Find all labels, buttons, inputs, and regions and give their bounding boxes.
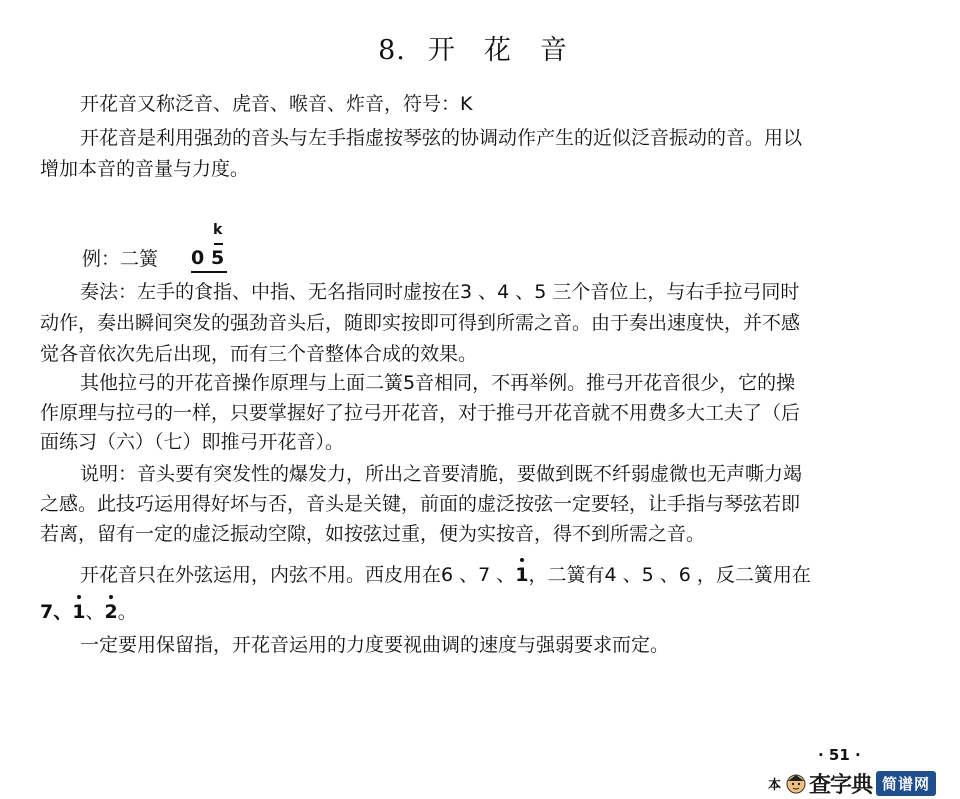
watermark-prefix: 本: [768, 777, 782, 793]
example-notation: [191, 222, 251, 274]
title-char: 开: [427, 35, 456, 66]
body-line: 动作，奏出瞬间突发的强劲音头后，随即实按即可得到所需之音。由于奏出速度快，并不感: [40, 312, 801, 334]
body-line: 觉各音依次先后出现，而有三个音整体合成的效果。: [40, 343, 478, 365]
body-line: 说明：音头要有突发性的爆发力，所出之音要清脆，要做到既不纤弱虚微也无声嘶力竭: [80, 463, 803, 485]
watermark-brand: 查字典: [809, 772, 873, 798]
body-line: 作原理与拉弓的一样，只要掌握好了拉弓开花音，对于推弓开花音就不用费多大工夫了（后: [40, 402, 801, 424]
high-octave-note: 1: [72, 598, 85, 626]
page-number: · 51 ·: [818, 746, 861, 764]
text-segment: ，二簧有4 、5 、6 ，反二簧用在: [528, 564, 811, 586]
high-octave-note: 2: [104, 598, 117, 626]
title-char: 音: [539, 35, 568, 66]
definition-line: 增加本音的音量与力度。: [40, 158, 250, 180]
text-segment: 开花音只在外弦运用，内弦不用。西皮用在6 、7 、: [80, 564, 516, 586]
separator: 、: [85, 601, 105, 623]
body-line: 面练习（六）（七）即推弓开花音）。: [40, 431, 345, 453]
body-line: 一定要用保留指，开花音运用的力度要视曲调的速度与强弱要求而定。: [80, 634, 670, 656]
body-line: [40, 598, 137, 626]
note-seven: 7、: [40, 601, 73, 623]
beam-underline: [191, 271, 227, 273]
page-title: [0, 28, 960, 67]
period: 。: [117, 601, 137, 623]
definition-line: 开花音是利用强劲的音头与左手指虚按琴弦的协调动作产生的近似泛音振动的音。用以: [80, 127, 803, 149]
body-line: 奏法：左手的食指、中指、无名指同时虚按在3 、4 、5 三个音位上，与右手拉弓同时: [80, 281, 800, 303]
mascot-icon: [785, 772, 807, 794]
high-octave-note: 1: [515, 561, 528, 589]
body-line: [80, 561, 811, 589]
watermark-badge: 简谱网: [876, 771, 936, 796]
body-line: 其他拉弓的开花音操作原理与上面二簧5音相同，不再举例。推弓开花音很少，它的操: [80, 372, 796, 394]
example-label: 例：二簧: [82, 248, 159, 270]
ornament-dash: [214, 243, 223, 245]
title-char: 花: [483, 35, 512, 66]
kaihua-symbol: k: [213, 222, 223, 238]
title-number: 8.: [378, 35, 406, 66]
site-watermark: [768, 768, 936, 798]
intro-line: 开花音又称泛音、虎音、喉音、炸音，符号：K: [80, 93, 473, 115]
body-line: 之感。此技巧运用得好坏与否，音头是关键，前面的虚泛按弦一定要轻，让手指与琴弦若即: [40, 493, 801, 515]
body-line: 若离，留有一定的虚泛振动空隙，如按弦过重，便为实按音，得不到所需之音。: [40, 523, 706, 545]
note-rest: 0: [191, 247, 205, 269]
note-five: 5: [211, 247, 225, 269]
